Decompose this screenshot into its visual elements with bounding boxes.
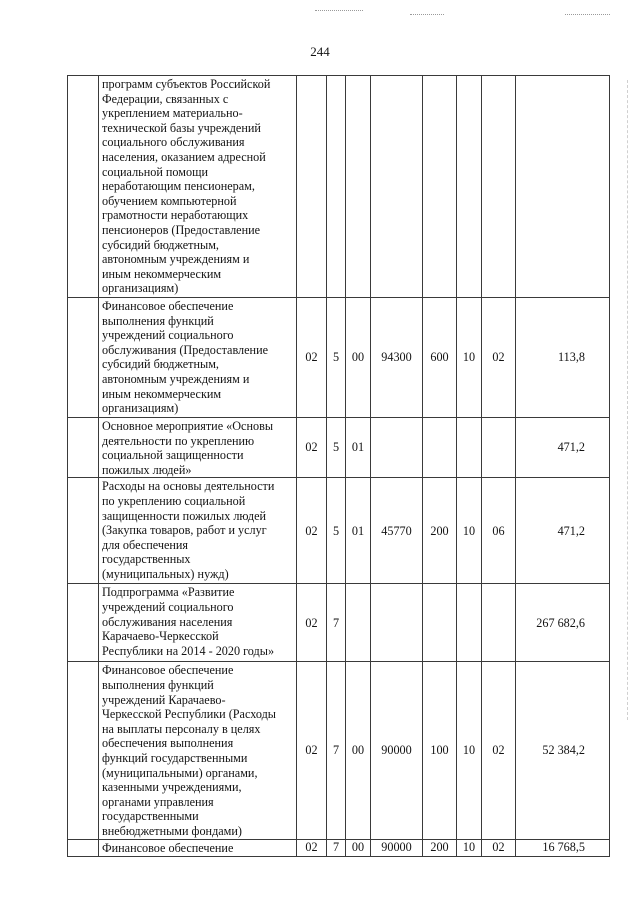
row-number-cell: [68, 662, 99, 839]
budget-table: [67, 75, 610, 857]
table-row: [68, 662, 610, 839]
section-cell: 10: [457, 298, 482, 418]
subprogram-code-cell: 5: [327, 298, 346, 418]
expense-type-cell: 100: [423, 662, 457, 839]
section-cell: [457, 418, 482, 478]
expense-type-cell: [423, 418, 457, 478]
amount-cell: 16 768,5: [516, 839, 610, 856]
direction-code-cell: 90000: [371, 839, 423, 856]
section-cell: 10: [457, 478, 482, 584]
amount-cell: 113,8: [516, 298, 610, 418]
section-cell: 10: [457, 839, 482, 856]
activity-code-cell: [346, 584, 371, 662]
amount-cell: 267 682,6: [516, 584, 610, 662]
subsection-cell: [482, 418, 516, 478]
program-code-cell: 02: [297, 662, 327, 839]
program-code-cell: [297, 76, 327, 298]
program-code-cell: 02: [297, 418, 327, 478]
table-row: [68, 478, 610, 584]
direction-code-cell: [371, 418, 423, 478]
description-cell: Расходы на основы деятельности по укреплению социальной защищенности пожилых людей (Закупка товаров, работ и услуг для обеспечения государственных (муниципальных) нужд): [99, 478, 297, 584]
subprogram-code-cell: 7: [327, 662, 346, 839]
scan-dash-line: [627, 80, 628, 720]
row-number-cell: [68, 584, 99, 662]
row-number-cell: [68, 298, 99, 418]
table-row: [68, 584, 610, 662]
section-cell: [457, 76, 482, 298]
description-cell: Подпрограмма «Развитие учреждений социального обслуживания населения Карачаево-Черкесской Республики на 2014 - 2020 годы»: [99, 584, 297, 662]
subsection-cell: 02: [482, 298, 516, 418]
amount-cell: 52 384,2: [516, 662, 610, 839]
subprogram-code-cell: [327, 76, 346, 298]
subprogram-code-cell: 7: [327, 839, 346, 856]
amount-cell: 471,2: [516, 418, 610, 478]
subsection-cell: [482, 584, 516, 662]
subsection-cell: 02: [482, 662, 516, 839]
page-number: 244: [310, 44, 330, 59]
subsection-cell: 02: [482, 839, 516, 856]
description-cell: Финансовое обеспечение выполнения функций учреждений социального обслуживания (Предоставление субсидий бюджетным, автономным учреждениям и иным некоммерческим организациям): [99, 298, 297, 418]
activity-code-cell: 01: [346, 478, 371, 584]
description-cell: Основное мероприятие «Основы деятельности по укреплению социальной защищенности пожилых людей»: [99, 418, 297, 478]
section-cell: [457, 584, 482, 662]
expense-type-cell: 600: [423, 298, 457, 418]
table-row: [68, 418, 610, 478]
row-number-cell: [68, 478, 99, 584]
scan-mark-right: [565, 14, 610, 17]
scan-mark-middle: [410, 14, 444, 17]
amount-cell: [516, 76, 610, 298]
amount-cell: 471,2: [516, 478, 610, 584]
direction-code-cell: 45770: [371, 478, 423, 584]
table-row: [68, 76, 610, 298]
activity-code-cell: 00: [346, 662, 371, 839]
program-code-cell: 02: [297, 584, 327, 662]
activity-code-cell: 00: [346, 298, 371, 418]
subsection-cell: [482, 76, 516, 298]
expense-type-cell: [423, 76, 457, 298]
description-cell: Финансовое обеспечение выполнения функций учреждений Карачаево- Черкесской Республики (Расходы на выплаты персоналу в целях обеспечения выполнения функций государственными (муниципальными) органами, казенными учреждениями, органами управления государственными внебюджетными фондами): [99, 662, 297, 839]
table-row: [68, 298, 610, 418]
description-cell: программ субъектов Российской Федерации, связанных с укреплением материально- технической базы учреждений социального обслуживания населения, оказанием адресной социальной помощи неработающим пенсионерам, обучением компьютерной грамотности неработающих пенсионеров (Предоставление субсидий бюджетным, автономным учреждениям и иным некоммерческим организациям): [99, 76, 297, 298]
direction-code-cell: [371, 76, 423, 298]
expense-type-cell: 200: [423, 478, 457, 584]
activity-code-cell: 00: [346, 839, 371, 856]
section-cell: 10: [457, 662, 482, 839]
direction-code-cell: 94300: [371, 298, 423, 418]
expense-type-cell: 200: [423, 839, 457, 856]
subsection-cell: 06: [482, 478, 516, 584]
program-code-cell: 02: [297, 478, 327, 584]
activity-code-cell: [346, 76, 371, 298]
scan-mark-left: [315, 10, 363, 13]
subprogram-code-cell: 7: [327, 584, 346, 662]
activity-code-cell: 01: [346, 418, 371, 478]
program-code-cell: 02: [297, 839, 327, 856]
direction-code-cell: [371, 584, 423, 662]
program-code-cell: 02: [297, 298, 327, 418]
subprogram-code-cell: 5: [327, 418, 346, 478]
subprogram-code-cell: 5: [327, 478, 346, 584]
table-row: [68, 839, 610, 856]
direction-code-cell: 90000: [371, 662, 423, 839]
expense-type-cell: [423, 584, 457, 662]
row-number-cell: [68, 839, 99, 856]
description-cell: Финансовое обеспечение: [99, 839, 297, 856]
row-number-cell: [68, 418, 99, 478]
row-number-cell: [68, 76, 99, 298]
